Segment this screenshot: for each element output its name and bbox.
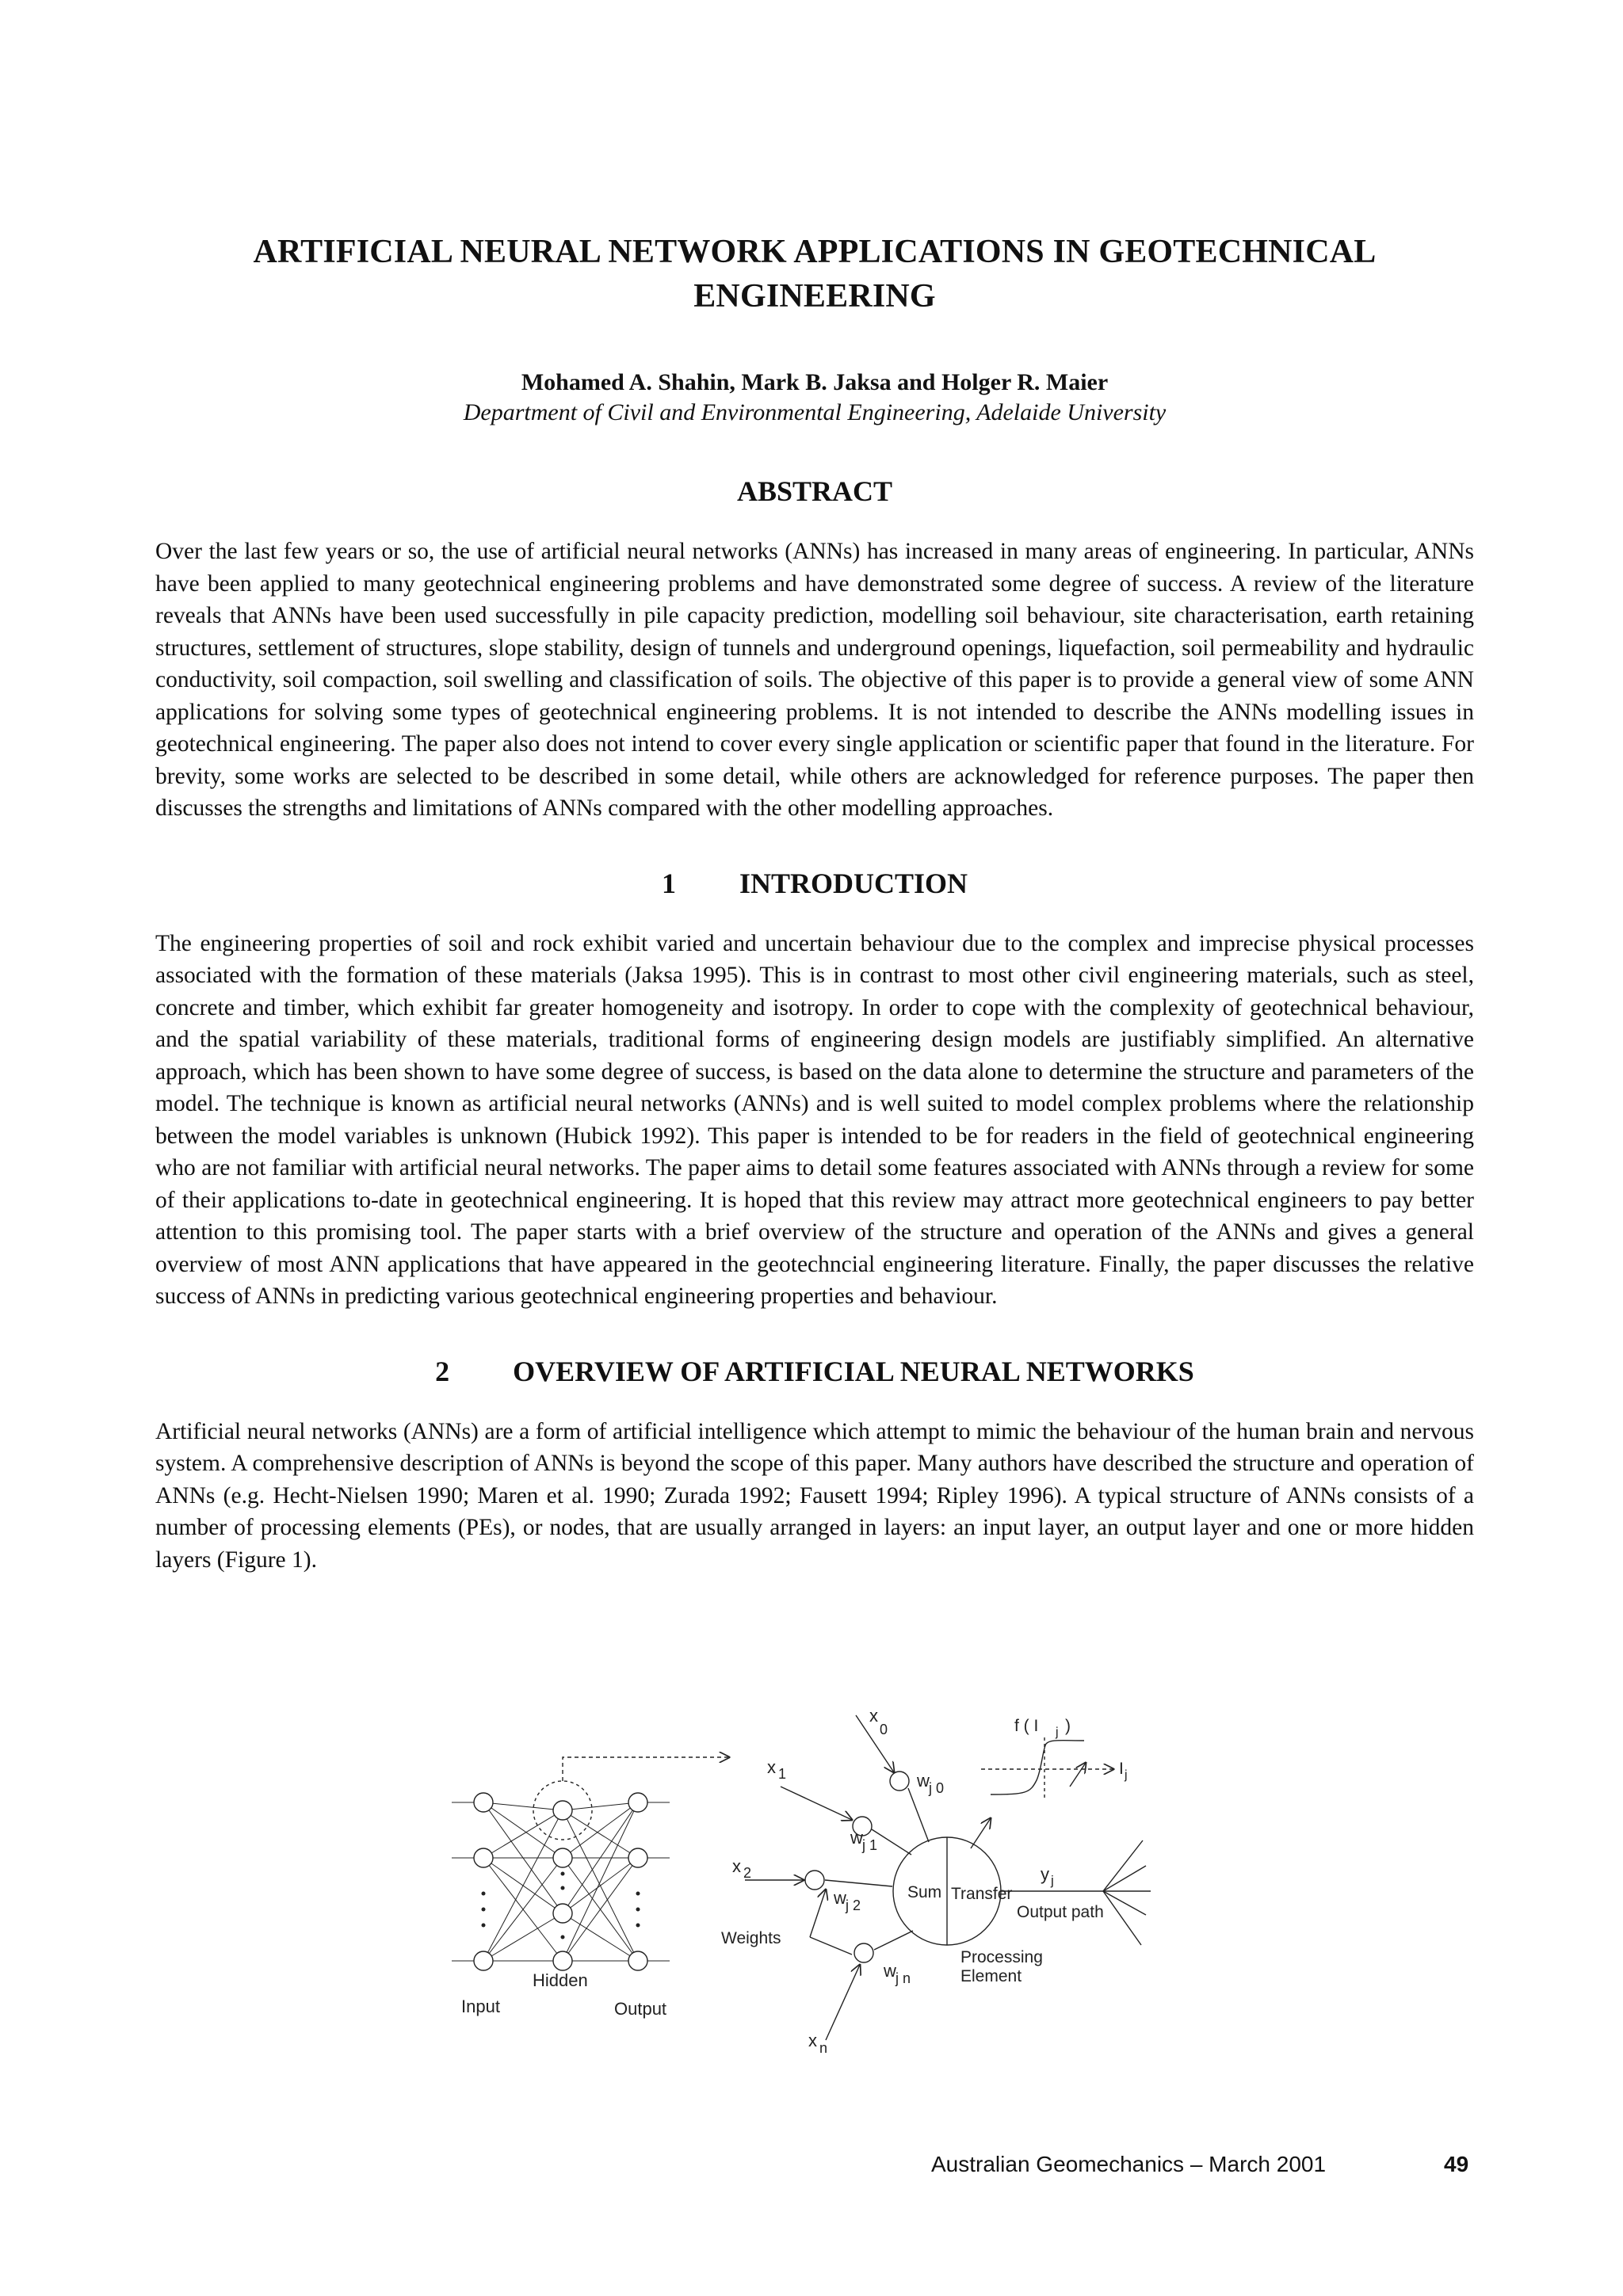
label-ij: I xyxy=(1119,1760,1124,1778)
label-yj: y xyxy=(1041,1864,1049,1884)
figure-1-diagram xyxy=(444,1707,1236,2056)
processing-element-diagram xyxy=(745,1715,1151,2040)
section-2-number: 2 xyxy=(435,1355,450,1387)
section-2-heading xyxy=(155,1354,1474,1389)
label-x1: x xyxy=(767,1757,776,1777)
label-x1-sub: 1 xyxy=(778,1766,787,1782)
abstract-heading: ABSTRACT xyxy=(736,475,893,507)
section-1-number: 1 xyxy=(661,867,676,899)
label-element: Element xyxy=(960,1967,1022,1985)
label-x2: x xyxy=(732,1856,741,1876)
section-1-heading xyxy=(155,866,1474,901)
label-sum: Sum xyxy=(907,1883,942,1901)
label-wj2-sub: j 2 xyxy=(846,1897,861,1913)
paper-title: ARTIFICIAL NEURAL NETWORK APPLICATIONS IN GEOTECHNICAL ENGINEERING xyxy=(253,234,1377,315)
label-func: f ( I xyxy=(1014,1717,1039,1735)
label-processing: Processing xyxy=(960,1948,1043,1966)
label-input: Input xyxy=(461,1997,500,2016)
paper-body xyxy=(155,230,1474,1576)
label-weights: Weights xyxy=(721,1929,781,1947)
section-2-title: OVERVIEW OF ARTIFICIAL NEURAL NETWORKS xyxy=(513,1355,1194,1387)
label-ij-sub: j xyxy=(1125,1768,1128,1782)
label-transfer: Transfer xyxy=(951,1885,1013,1903)
label-wj0: w xyxy=(917,1771,930,1791)
label-output: Output xyxy=(614,1999,667,2019)
label-x0: x xyxy=(869,1707,878,1726)
label-yj-sub: j xyxy=(1051,1873,1054,1888)
section-1-title: INTRODUCTION xyxy=(739,867,968,899)
abstract-text: Over the last few years or so, the use of artificial neural networks (ANNs) has increased in many areas of engineering. In particular, ANNs have been applied to many geotechnical engineering problems and have demonstrated some degree of success. A review of the literature reveals that ANNs have been used successfully in pile capacity prediction, modelling soil behaviour, site characterisation, earth retaining structures, settlement of structures, slope stability, design of tunnels and underground openings, liquefaction, soil permeability and hydraulic conductivity, soil compaction, soil swelling and classification of soils. The objective of this paper is to provide a general view of some ANN applications for solving some types of geotechnical engineering problems. It is not intended to describe the ANNs modelling issues in geotechnical engineering. The paper also does not intend to cover every single application or scientific paper that found in the literature. For brevity, some works are selected to be described in some detail, while others are acknowledged for reference purposes. The paper then discusses the strengths and limitations of ANNs compared with the other modelling approaches. xyxy=(155,539,1474,821)
label-func-close: ) xyxy=(1065,1717,1071,1735)
section-2-text: Artificial neural networks (ANNs) are a form of artificial intelligence which attempt to mimic the behaviour of the human brain and nervous system. A comprehensive description of ANNs is beyond the scope of this paper. Many authors have described the structure and operation of ANNs (e.g. Hecht-Nielsen 1990; Maren et al. 1990; Zurada 1992; Fausett 1994; Ripley 1996). A typical structure of ANNs consists of a number of processing elements (PEs), or nodes, that are usually arranged in layers: an input layer, an output layer and one or more hidden layers (Figure 1). xyxy=(155,1418,1474,1573)
label-output-path: Output path xyxy=(1017,1903,1104,1921)
label-wj1: w xyxy=(850,1828,863,1848)
label-x2-sub: 2 xyxy=(743,1865,752,1881)
label-hidden: Hidden xyxy=(533,1970,588,1990)
label-wjn-sub: j n xyxy=(896,1970,911,1986)
label-func-sub: j xyxy=(1056,1726,1059,1739)
label-x0-sub: 0 xyxy=(880,1722,888,1737)
label-wjn: w xyxy=(884,1961,896,1981)
page-number: 49 xyxy=(1444,2152,1469,2176)
network-nodes xyxy=(474,1793,647,1970)
label-xn: x xyxy=(808,2031,817,2050)
section-1-text: The engineering properties of soil and rock exhibit varied and uncertain behaviour due to the complex and imprecise physical processes associated with the formation of these materials (Jaksa 1995). This is in contrast to most other civil engineering materials, such as steel, concrete and timber, which exhibit far greater homogeneity and isotropy. In order to cope with the complexity of geotechnical behaviour, and the spatial variability of these materials, traditional forms of engineering design models are justifiably simplified. An alternative approach, which has been shown to have some degree of success, is based on the data alone to determine the structure and parameters of the model. The technique is known as artificial neural networks (ANNs) and is well suited to model complex problems where the relationship between the model variables is unknown (Hubick 1992). This paper is intended to be for readers in the field of geotechnical engineering who are not familiar with artificial neural networks. The paper aims to detail some features associated with ANNs through a review for some of their applications to-date in geotechnical engineering. It is hoped that this review may attract more geotechnical engineers to pay better attention to this promising tool. The paper starts with a brief overview of the structure and operation of the ANNs and gives a general overview of most ANN applications that have appeared in the geotechncial engineering literature. Finally, the paper discusses the relative success of ANNs in predicting various geotechnical engineering properties and behaviour. xyxy=(155,930,1474,1309)
label-xn-sub: n xyxy=(819,2040,828,2056)
affiliation: Department of Civil and Environmental Engineering, Adelaide University xyxy=(463,399,1167,425)
label-wj2: w xyxy=(834,1888,846,1908)
figure-1 xyxy=(444,1707,1236,2056)
network-diagram xyxy=(452,1757,729,1970)
label-wj0-sub: j 0 xyxy=(929,1780,945,1796)
authors: Mohamed A. Shahin, Mark B. Jaksa and Holger R. Maier xyxy=(521,369,1109,395)
label-wj1-sub: j 1 xyxy=(862,1837,878,1853)
footer-journal: Australian Geomechanics – March 2001 xyxy=(931,2152,1327,2176)
zoom-arrow xyxy=(563,1757,729,1781)
